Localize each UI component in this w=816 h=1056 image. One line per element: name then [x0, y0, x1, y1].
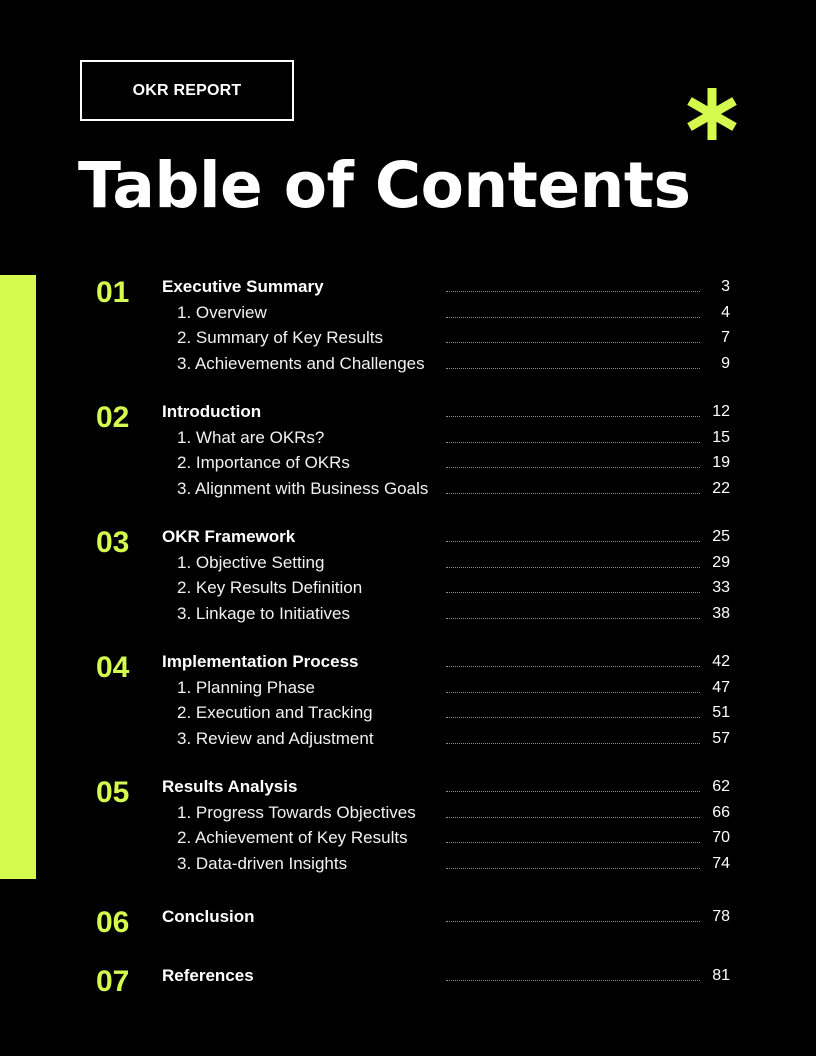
- page-number: 4: [721, 303, 730, 321]
- dot-leader: [446, 743, 700, 744]
- section-number: 01: [96, 276, 130, 309]
- dot-leader: [446, 921, 700, 922]
- subsection-title: 1. Objective Setting: [177, 552, 325, 572]
- asterisk-icon: [680, 82, 744, 146]
- page-number: 47: [712, 678, 730, 696]
- subsection-title: 3. Linkage to Initiatives: [177, 604, 350, 624]
- section-number: 07: [96, 965, 130, 998]
- subsection-title: 3. Review and Adjustment: [177, 729, 374, 749]
- page-number: 81: [712, 967, 730, 984]
- report-tag: [80, 60, 294, 121]
- toc-subentry[interactable]: [0, 476, 816, 502]
- page-number: 42: [712, 653, 730, 670]
- subsection-title: 1. Overview: [177, 302, 267, 322]
- page-number: 74: [712, 855, 730, 873]
- page-number: 7: [721, 329, 730, 347]
- dot-leader: [446, 817, 700, 818]
- page-number: 62: [712, 778, 730, 795]
- page-number: 70: [712, 829, 730, 847]
- page-number: 29: [712, 553, 730, 571]
- page-number: 19: [712, 454, 730, 472]
- section-title: Conclusion: [162, 907, 255, 926]
- page-number: 33: [712, 579, 730, 597]
- toc-subentry[interactable]: [0, 851, 816, 877]
- toc-subentry[interactable]: [0, 700, 816, 726]
- dot-leader: [446, 291, 700, 292]
- page-number: 9: [721, 355, 730, 373]
- page-title: Table of Contents: [78, 149, 691, 222]
- dot-leader: [446, 666, 700, 667]
- dot-leader: [446, 717, 700, 718]
- section-title: Implementation Process: [162, 652, 359, 671]
- toc-subentry[interactable]: [0, 575, 816, 601]
- toc-entry[interactable]: [0, 399, 816, 425]
- section-title: OKR Framework: [162, 527, 296, 546]
- toc-subentry[interactable]: [0, 351, 816, 377]
- subsection-title: 2. Key Results Definition: [177, 578, 363, 598]
- dot-leader: [446, 317, 700, 318]
- section-number: 05: [96, 776, 130, 809]
- dot-leader: [446, 368, 700, 369]
- subsection-title: 2. Achievement of Key Results: [177, 828, 408, 848]
- subsection-title: 3. Data-driven Insights: [177, 854, 348, 874]
- section-title: References: [162, 966, 254, 985]
- page-number: 38: [712, 605, 730, 623]
- toc-subentry[interactable]: [0, 675, 816, 701]
- toc-subentry[interactable]: [0, 425, 816, 451]
- section-title: Results Analysis: [162, 777, 298, 796]
- subsection-title: 1. Progress Towards Objectives: [177, 802, 416, 822]
- dot-leader: [446, 980, 700, 981]
- page-number: 57: [712, 730, 730, 748]
- toc-entry[interactable]: [0, 774, 816, 800]
- toc-entry[interactable]: [0, 649, 816, 675]
- dot-leader: [446, 467, 700, 468]
- section-title: Executive Summary: [162, 277, 324, 296]
- subsection-title: 1. Planning Phase: [177, 677, 315, 697]
- toc-entry[interactable]: [0, 904, 816, 930]
- report-tag-label: OKR REPORT: [132, 81, 242, 99]
- toc-subentry[interactable]: [0, 300, 816, 326]
- toc-entry[interactable]: [0, 524, 816, 550]
- dot-leader: [446, 842, 700, 843]
- page-number: 22: [712, 480, 730, 498]
- dot-leader: [446, 541, 700, 542]
- toc-subentry[interactable]: [0, 550, 816, 576]
- page-number: 66: [712, 803, 730, 821]
- dot-leader: [446, 342, 700, 343]
- page-number: 78: [712, 908, 730, 925]
- dot-leader: [446, 692, 700, 693]
- page-number: 3: [721, 278, 730, 295]
- toc-entry[interactable]: [0, 274, 816, 300]
- subsection-title: 2. Summary of Key Results: [177, 328, 383, 348]
- toc-subentry[interactable]: [0, 325, 816, 351]
- toc-subentry[interactable]: [0, 825, 816, 851]
- dot-leader: [446, 493, 700, 494]
- toc-subentry[interactable]: [0, 450, 816, 476]
- subsection-title: 3. Achievements and Challenges: [177, 354, 425, 374]
- section-number: 06: [96, 906, 130, 939]
- dot-leader: [446, 791, 700, 792]
- dot-leader: [446, 618, 700, 619]
- page-number: 15: [712, 428, 730, 446]
- toc-entry[interactable]: [0, 963, 816, 989]
- subsection-title: 3. Alignment with Business Goals: [177, 479, 429, 499]
- section-number: 04: [96, 651, 130, 684]
- toc-subentry[interactable]: [0, 726, 816, 752]
- section-title: Introduction: [162, 402, 262, 421]
- page-number: 25: [712, 528, 730, 545]
- subsection-title: 2. Execution and Tracking: [177, 703, 373, 723]
- dot-leader: [446, 416, 700, 417]
- dot-leader: [446, 567, 700, 568]
- page-number: 12: [712, 403, 730, 420]
- toc-subentry[interactable]: [0, 800, 816, 826]
- dot-leader: [446, 868, 700, 869]
- section-number: 03: [96, 526, 130, 559]
- section-number: 02: [96, 401, 130, 434]
- subsection-title: 2. Importance of OKRs: [177, 453, 350, 473]
- dot-leader: [446, 592, 700, 593]
- dot-leader: [446, 442, 700, 443]
- subsection-title: 1. What are OKRs?: [177, 427, 325, 447]
- page-number: 51: [712, 704, 730, 722]
- toc-subentry[interactable]: [0, 601, 816, 627]
